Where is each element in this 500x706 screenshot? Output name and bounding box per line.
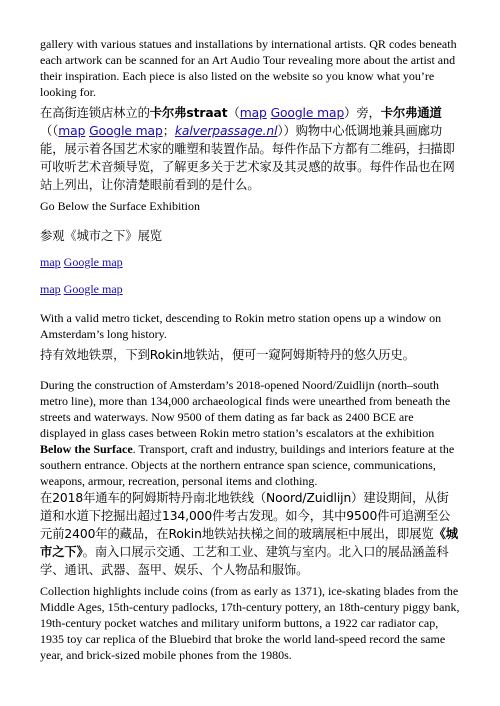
text-span: . Transport, craft and industry, buildings and interiors feature at the southern entrance. Objects at the northern entrance span science, communications, weapons, armour, recreation, personal items and clothing.	[40, 442, 455, 488]
paragraph-zh-metro-ticket: 持有效地铁票，下到Rokin地铁站，便可一窥阿姆斯特丹的悠久历史。	[40, 348, 415, 362]
text-span: 。南入口展示交通、工艺和工业、建筑与室内。北入口的展品涵盖科学、通讯、武器、盔甲、娱乐、个人物品和服饰。	[40, 545, 449, 577]
paragraph-en-metro-ticket: With a valid metro ticket, descending to Rokin metro station opens up a window on Amsterdam’s long history.	[40, 311, 442, 341]
google-map-link[interactable]: Google map	[63, 282, 123, 296]
google-map-link[interactable]: Google map	[89, 124, 163, 138]
bold-place-name: 卡尔弗通道	[380, 106, 442, 120]
section-title-zh: 参观《城市之下》展览	[40, 229, 162, 243]
text-span: During the construction of Amsterdam’s 2018-opened Noord/Zuidlijn (north–south metro line), more than 134,000 archaeological finds were unearthed from beneath the streets and waterways. Now 9500 of them dating as far back as 2400 BCE are displayed in glass cases between Rokin metro station’s escalators at the exhibition	[40, 378, 451, 440]
map-links-row	[40, 281, 123, 297]
text-span: （	[227, 106, 240, 120]
paragraph-en-gallery: gallery with various statues and installations by international artists. QR codes beneath each artwork can be scanned for an Art Audio Tour revealing more about the artist and their inspiration. Each piece is also listed on the website so you know what you’re looking for.	[40, 37, 457, 99]
bold-place-name: 卡尔弗straat	[149, 106, 228, 120]
map-link[interactable]: map	[40, 282, 61, 296]
google-map-link[interactable]: Google map	[270, 106, 345, 120]
text-span: （（	[40, 124, 59, 138]
paragraph-en-highlights: Collection highlights include coins (from as early as 1371), ice-skating blades from the Middle Ages, 15th-century padlocks, 17th-century pottery, an 18th-century piggy bank, 19th-century pocket watches and military uniform buttons, a 1922 car radiator cap, 1935 toy car replica of the Bluebird that broke the world land-speed record the same year, and brick-sized mobile phones from the 1980s.	[40, 584, 460, 662]
bold-exhibition-name: Below the Surface	[40, 442, 133, 456]
map-link[interactable]: map	[58, 124, 86, 138]
text-span: ）旁，	[344, 106, 381, 120]
map-link[interactable]: map	[40, 255, 61, 269]
text-span: ））购物中心低调地兼具画廊功能，展示着各国艺术家的雕塑和装置作品。每件作品下方都有二维码，扫描即可收听艺术音频导览，了解更多关于艺术家及其灵感的故事。每件作品也在网站上列出，让你清楚眼前看到的是什么。	[40, 124, 455, 192]
bold-exhibition-name: 《城市之下》	[40, 527, 458, 559]
text-span: ；	[162, 124, 175, 138]
text-span: 在2018年通车的阿姆斯特丹南北地铁线（Noord/Zuidlijn）建设期间，从街道和水道下挖掘出超过134,000件考古发现。如今，其中9500件可追溯至公元前2400年的藏品，在Rokin地铁站扶梯之间的玻璃展柜中展出，即展览	[40, 491, 451, 541]
paragraph-en-construction	[40, 377, 460, 489]
paragraph-zh-gallery	[40, 104, 460, 194]
website-link[interactable]: kalverpassage.nl	[174, 124, 278, 138]
map-link[interactable]: map	[239, 106, 267, 120]
section-title-en: Go Below the Surface Exhibition	[40, 199, 200, 213]
map-links-row	[40, 254, 123, 270]
text-span: 在高街连锁店林立的	[40, 106, 150, 120]
paragraph-zh-construction	[40, 489, 460, 579]
google-map-link[interactable]: Google map	[63, 255, 123, 269]
